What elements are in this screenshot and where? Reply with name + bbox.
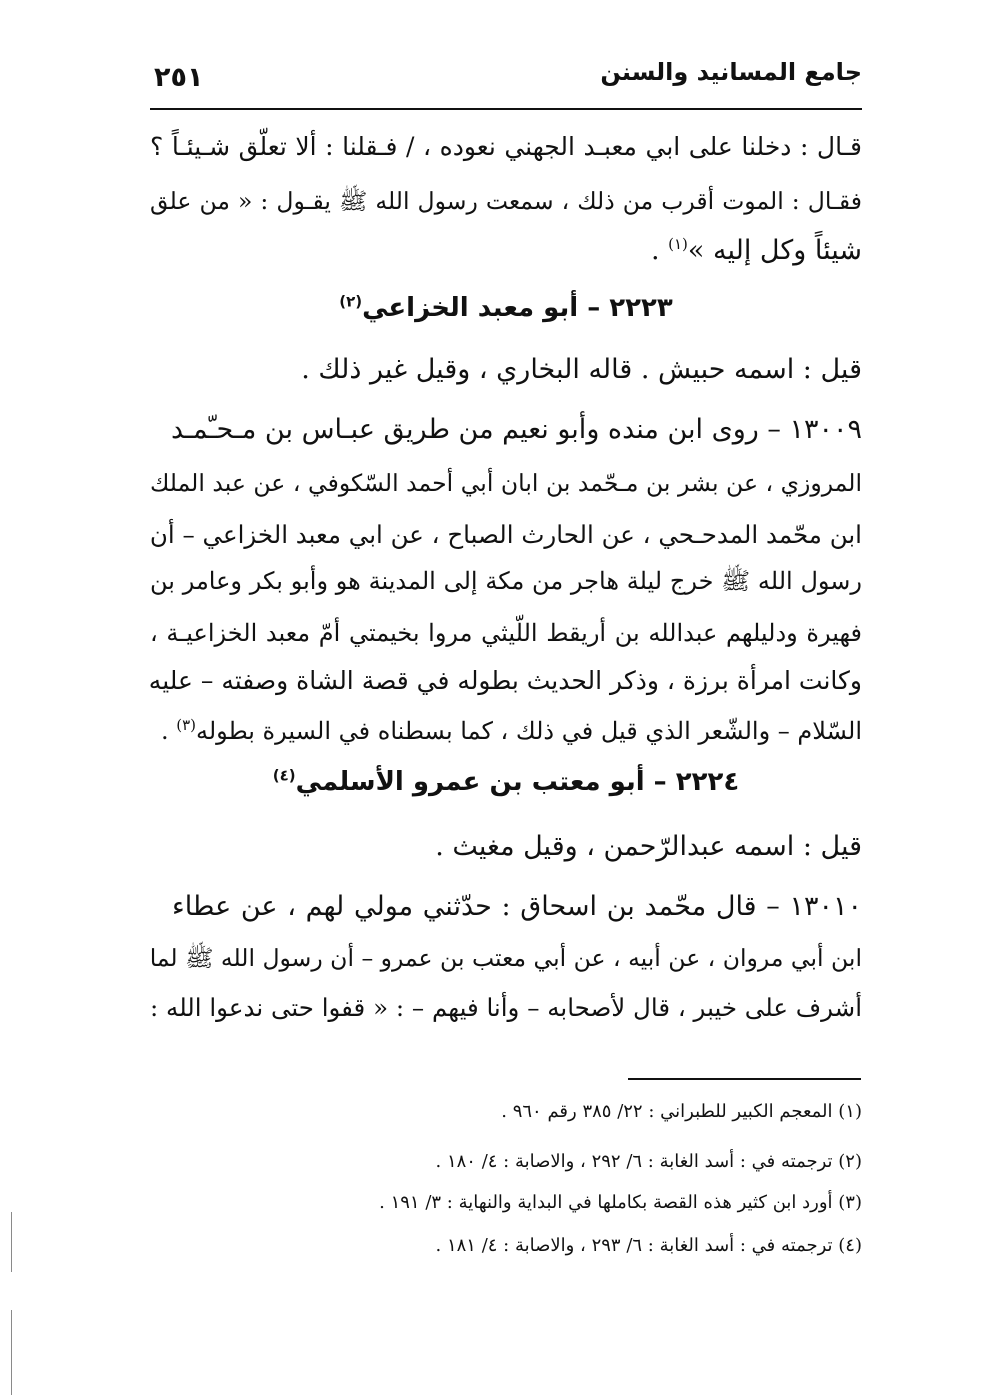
text-line: أشرف على خيبر ، قال لأصحابه – وأنا فيهم – : « قفوا حتى ندعوا الله : xyxy=(150,993,862,1022)
running-title: جامع المسانيد والسنن xyxy=(600,58,862,86)
footnote-ref: (٤) xyxy=(272,766,296,785)
footnote: (٣) أورد ابن كثير هذه القصة بكاملها في البداية والنهاية : ٣/ ١٩١ . xyxy=(379,1192,862,1213)
entry-heading xyxy=(150,283,862,333)
footnote: (٤) ترجمته في : أسد الغابة : ٦/ ٢٩٣ ، والاصابة : ٤/ ١٨١ . xyxy=(435,1235,862,1256)
entry-heading-text: ٢٢٢٣ – أبو معبد الخزاعي xyxy=(362,293,673,323)
footnote-separator xyxy=(628,1078,861,1080)
text-line: رسول الله ﷺ خرج ليلة هاجر من مكة إلى المدينة هو وأبو بكر وعامر بن xyxy=(150,567,862,595)
entry-heading xyxy=(150,757,862,807)
text-line: قـال : دخلنا على ابي معبـد الجهني نعوده ، / فـقلنا : ألا تعلّق شـيئـاً ؟ xyxy=(150,132,862,161)
footnote-ref: (١) xyxy=(668,235,688,253)
text-fragment: السّلام – والشّعر الذي قيل في ذلك ، كما بسطناه في السيرة بطوله xyxy=(195,717,862,745)
page-number: ٢٥١ xyxy=(154,62,204,93)
text-line: ١٣٠١٠ – قال محّمد بن اسحاق : حدّثني مولي لهم ، عن عطاء xyxy=(172,891,862,922)
entry-name-line: قيل : اسمه عبدالرّحمن ، وقيل مغيث . xyxy=(435,831,862,862)
entry-name-line: قيل : اسمه حبيش . قاله البخاري ، وقيل غير ذلك . xyxy=(301,354,862,385)
text-line: المروزي ، عن بشر بن مـحّمد بن ابان أبي أحمد السّكوفي ، عن عبد الملك xyxy=(150,469,862,497)
footnote-ref: (٢) xyxy=(339,292,363,311)
scan-edge-mark xyxy=(11,1310,12,1395)
text-line: فقـال : الموت أقرب من ذلك ، سمعت رسول الله ﷺ يقـول : « من علق xyxy=(150,187,862,215)
text-line-final xyxy=(150,226,862,276)
footnote: (١) المعجم الكبير للطبراني : ٢٢/ ٣٨٥ رقم ٩٦٠ . xyxy=(501,1101,862,1122)
text-line: ابن محّمد المدحـحي ، عن الحارث الصباح ، عن ابي معبد الخزاعي – أن xyxy=(149,520,862,549)
text-fragment: . xyxy=(160,717,177,745)
text-fragment: شيئاً وكل إليه » xyxy=(687,235,862,266)
text-line: ١٣٠٠٩ – روى ابن منده وأبو نعيم من طريق عبـاس بن مـحـّمـد xyxy=(170,414,862,445)
text-line: ابن أبي مروان ، عن أبيه ، عن أبي معتب بن عمرو – أن رسول الله ﷺ لما xyxy=(149,944,862,972)
text-fragment: . xyxy=(650,235,669,266)
entry-heading-text: ٢٢٢٤ – أبو معتب بن عمرو الأسلمي xyxy=(295,767,740,797)
footnote: (٢) ترجمته في : أسد الغابة : ٦/ ٢٩٢ ، والاصابة : ٤/ ١٨٠ . xyxy=(435,1151,862,1172)
text-line: وكانت امرأة برزة ، وذكر الحديث بطوله في قصة الشاة وصفته – عليه xyxy=(148,666,862,695)
scan-edge-mark xyxy=(11,1212,12,1272)
footnote-ref: (٣) xyxy=(176,716,196,734)
page-header xyxy=(150,48,862,110)
text-line-final xyxy=(150,706,862,756)
text-line: فهيرة ودليلهم عبدالله بن أريقط اللّيثي مروا بخيمتي أمّ معبد الخزاعيـة ، xyxy=(150,619,863,647)
